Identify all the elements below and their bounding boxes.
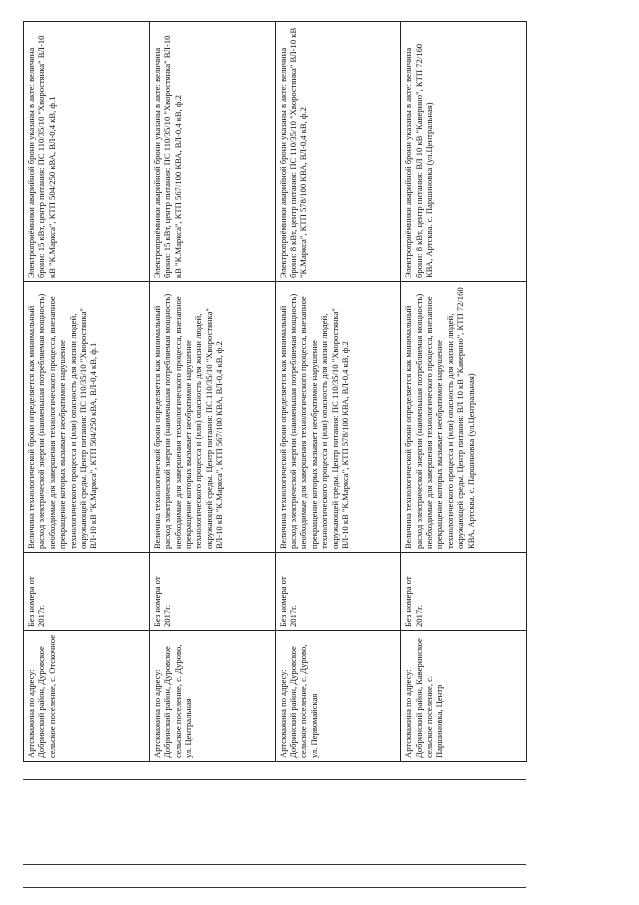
address-cell: Артскважина по адресу: Добринский район, Каверинское сельское поселение, с. Паршиновка, Центр [401,631,527,762]
reserve-table [23,21,527,762]
number-cell: Без номера от 2017г. [24,553,150,631]
tech-reserve-cell: Величина технологической брони определяется как минимальный расход электрической энергии (наименьшая потребляемая мощность) необходимые для завершения технологического процесса, внезапное прекращение которых вызывает необратимое нарушение технологического процесса и (или) опасность для жизни людей, окружающей среды. Центр питания: ПС 110/35/10 "Хворостянка" ВЛ-10 кВ "К.Маркса", КТП 504/250 кВА, ВЛ-0,4 кВ, ф.1 [24,282,150,553]
number-cell: Без номера от 2017г. [275,553,401,631]
tech-reserve-cell: Величина технологической брони определяется как минимальный расход электрической энергии (наименьшая потребляемая мощность) необходимые для завершения технологического процесса, внезапное прекращение которых вызывает необратимое нарушение технологического процесса и (или) опасность для жизни людей, окружающей среды. Центр питания: ВЛ 10 кВ "Каверино", КТП 72/160 КВА, Артсква. с. Паршиновка (ул.Центральная) [401,282,527,553]
rotated-table-container [23,22,526,762]
address-cell: Артскважина по адресу: Добринский район, Дуровское сельское поселение, с. Дурово, ул. Первомайская [275,631,401,762]
number-cell: Без номера от 2017г. [149,553,275,631]
table-row [401,22,527,762]
address-cell: Артскважина по адресу: Добринский район, Дуровское сельское поселение, с. Отскочное [24,631,150,762]
emergency-reserve-cell: Электроприёмники аварийной брони указаны в акте: величина брони: 8 кВт, центр питания: ВЛ 10 кВ "Каверино", КТП 72/160 КВА, Артсква. с. Паршиновка (ул.Центральная) [401,22,527,282]
tech-reserve-cell: Величина технологической брони определяется как минимальный расход электрической энергии (наименьшая потребляемая мощность) необходимые для завершения технологического процесса, внезапное прекращение которых вызывает необратимое нарушение технологического процесса и (или) опасность для жизни людей, окружающей среды. Центр питания: ПС 110/35/10 "Хворостянка" ВЛ-10 кВ "К.Маркса", КТП 567/100 КВА, ВЛ-0,4 кВ, ф.2 [149,282,275,553]
emergency-reserve-cell: Электроприёмники аварийной брони указаны в акте: величина брони: 15 кВт, центр питания: ПС 110/35/10 "Хворостянка" ВЛ-10 кВ "К.Маркса", КТП 567/100 КВА, ВЛ-0,4 кВ, ф.2 [149,22,275,282]
emergency-reserve-cell: Электроприёмники аварийной брони указаны в акте: величина брони: 8 кВт, центр питания: ПС 110/35/10 "Хворостянка" ВЛ-10 кВ "К.Маркса", КТП 578/100 КВА, ВЛ-0,4 кВ, ф.2 [275,22,401,282]
horizontal-rule [23,779,526,780]
table-row [24,22,150,762]
table-row [149,22,275,762]
rotated-table-frame [23,22,526,762]
number-cell: Без номера от 2017г. [401,553,527,631]
table-row [275,22,401,762]
address-cell: Артскважина по адресу: Добринский район, Дуровское сельское поселение, с. Дурово, ул. Центральная [149,631,275,762]
emergency-reserve-cell: Электроприёмники аварийной брони указаны в акте: величина брони: 15 кВт, центр питания: ПС 110/35/10 "Хворостянка" ВЛ-10 кВ "К.Маркса", КТП 504/250 кВА, ВЛ-0,4 кВ, ф.1 [24,22,150,282]
horizontal-rule [23,887,526,888]
tech-reserve-cell: Величина технологической брони определяется как минимальный расход электрической энергии (наименьшая потребляемая мощность) необходимые для завершения технологического процесса, внезапное прекращение которых вызывает необратимое нарушение технологического процесса и (или) опасность для жизни людей, окружающей среды. Центр питания: ПС 110/35/10 "Хворостянка" ВЛ-10 кВ "К.Маркса", КТП 578/100 КВА, ВЛ-0,4 кВ, ф.2 [275,282,401,553]
horizontal-rule [23,864,526,865]
